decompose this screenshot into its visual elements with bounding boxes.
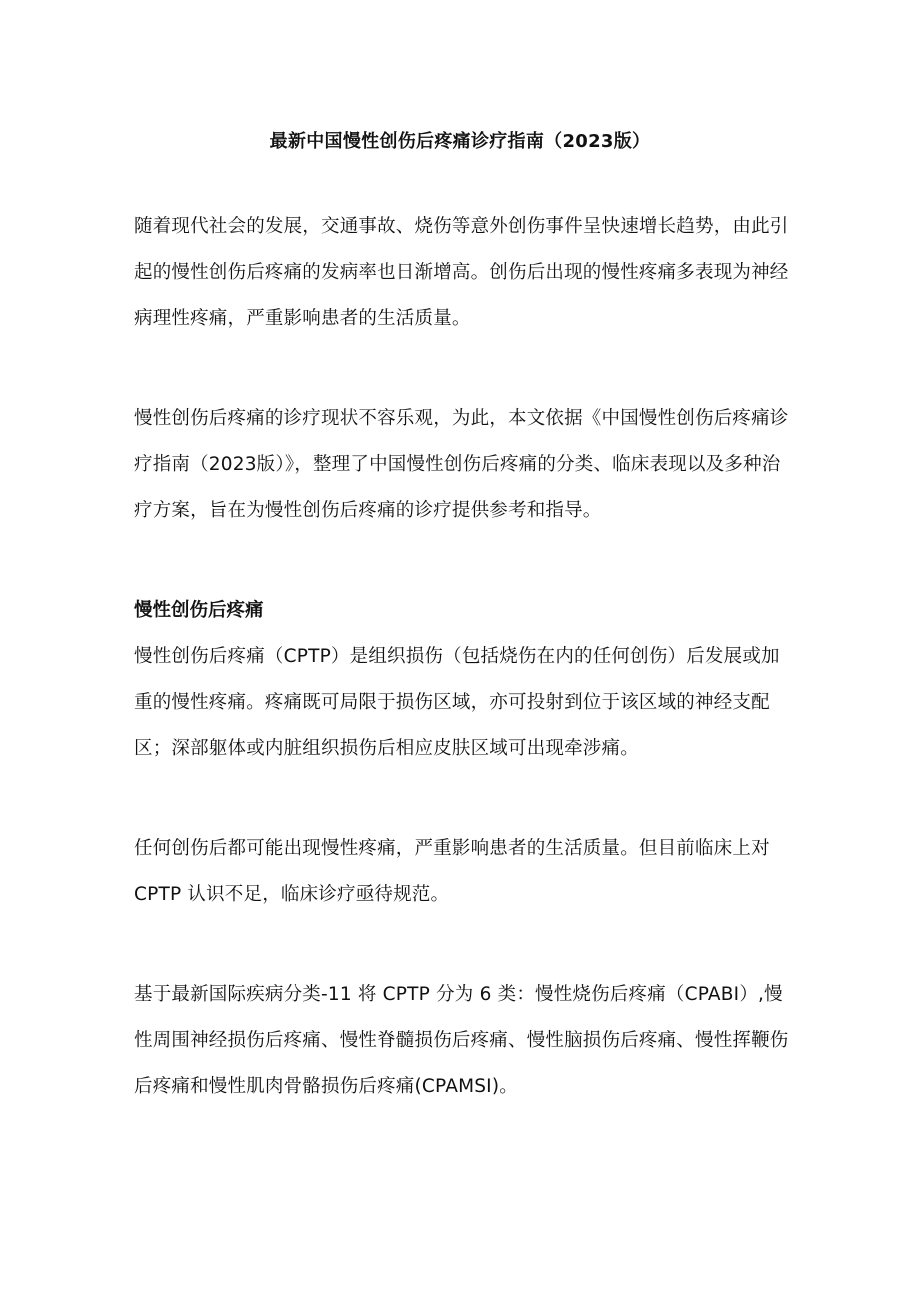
paragraph-definition: 慢性创伤后疼痛（CPTP）是组织损伤（包括烧伤在内的任何创伤）后发展或加重的慢性疼痛。疼痛既可局限于损伤区域，亦可投射到位于该区域的神经支配区；深部躯体或内脏组织损伤后相应皮肤区域可出现牵涉痛。 xyxy=(134,646,780,759)
paragraph-classification: 基于最新国际疾病分类-11 将 CPTP 分为 6 类：慢性烧伤后疼痛（CPABI）,慢性周围神经损伤后疼痛、慢性脊髓损伤后疼痛、慢性脑损伤后疼痛、慢性挥鞭伤后疼痛和慢性肌肉骨骼损伤后疼痛(CPAMSI)。 xyxy=(134,984,789,1097)
document-title: 最新中国慢性创伤后疼痛诊疗指南（2023版） xyxy=(269,131,651,152)
paragraph-intro: 随着现代社会的发展，交通事故、烧伤等意外创伤事件呈快速增长趋势，由此引起的慢性创伤后疼痛的发病率也日渐增高。创伤后出现的慢性疼痛多表现为神经病理性疼痛，严重影响患者的生活质量。 xyxy=(134,216,789,329)
section-heading: 慢性创伤后疼痛 xyxy=(134,600,264,621)
paragraph-clinical-status: 任何创伤后都可能出现慢性疼痛，严重影响患者的生活质量。但目前临床上对 CPTP 认识不足，临床诊疗亟待规范。 xyxy=(134,838,770,905)
paragraph-purpose: 慢性创伤后疼痛的诊疗现状不容乐观，为此，本文依据《中国慢性创伤后疼痛诊疗指南（2023版）》，整理了中国慢性创伤后疼痛的分类、临床表现以及多种治疗方案，旨在为慢性创伤后疼痛的诊疗提供参考和指导。 xyxy=(134,408,789,521)
